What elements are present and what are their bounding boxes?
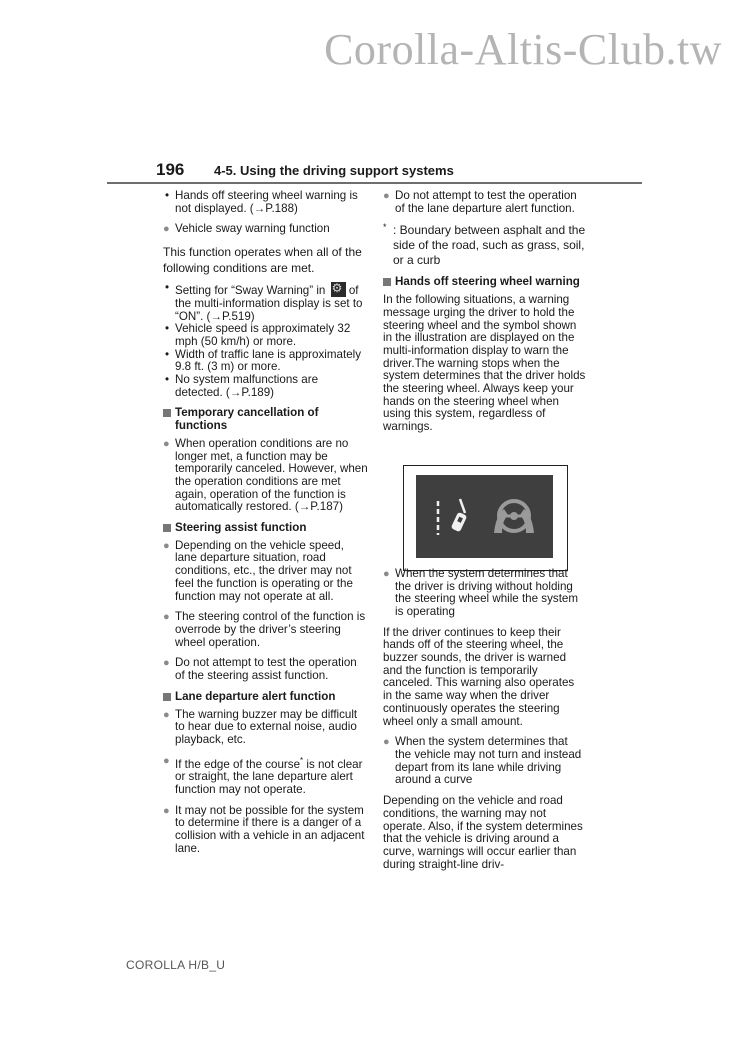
steer-bullet-3: ● Do not attempt to test the operation of the steering assist function. [163,657,368,682]
steer-bullet-1: ● Depending on the vehicle speed, lane departure situation, road conditions, etc., the driver may not feel the function is operating or the function may not operate at all. [163,540,368,604]
test-bullet: ● Do not attempt to test the operation of the lane departure alert function. [383,190,586,215]
lane-departure-icon [438,499,467,535]
curve-bullet: ● When the system determines that the vehicle may not turn and instead depart from its lane while driving around a curve [383,736,586,787]
lane-bullet-1: ● The warning buzzer may be difficult to hear due to external noise, audio playback, etc. [163,709,368,747]
gear-icon [331,282,346,297]
display-icons [416,475,553,558]
conditions-list [163,282,368,399]
list-item: • Vehicle speed is approximately 32 mph (50 km/h) or more. [163,323,368,348]
lane-bullet-3: ● It may not be possible for the system to determine if there is a danger of a collision with a vehicle in an adjacent lane. [163,805,368,856]
footnote-asterisk: * [383,222,387,233]
condition-1-end: of the multi-information display is set to “ON”. (→P.519) [175,284,363,323]
lane-bullet-2 [163,755,368,797]
footer-model: COROLLA H/B_U [126,958,226,972]
heading-temporary-cancellation: Temporary cancellation of functions [163,407,368,432]
list-item: • Width of traffic lane is approximately 9.8 ft. (3 m) or more. [163,349,368,374]
condition-1-start: Setting for “Sway Warning” in [175,284,326,298]
list-item [163,282,368,323]
section-title: 4-5. Using the driving support systems [214,163,454,178]
continue-paragraph: If the driver continues to keep their hands off of the steering wheel, the buzzer sounds, the driver is warned and the function is temporarily canceled. This warning also operates in the same way when the driver continuously operates the steering wheel only a small amount. [383,625,575,728]
page-number: 196 [156,160,185,179]
footnote [383,223,586,268]
hands-on-wheel-icon [494,501,534,533]
sway-bullet: ● Vehicle sway warning function [163,223,368,236]
heading-lane-departure: Lane departure alert function [163,691,368,704]
sway-intro: This function operates when all of the following conditions are met. [163,245,362,276]
list-item: • Hands off steering wheel warning is not displayed. (→P.188) [163,190,368,215]
heading-steering-assist: Steering assist function [163,522,368,535]
lane-bullet-2-end: is not clear or straight, the lane departure alert function may not operate. [175,757,363,796]
top-list [163,190,368,215]
left-column [163,190,368,863]
display-screen [416,475,553,558]
list-item: • No system malfunctions are detected. (→P.189) [163,374,368,399]
hands-paragraph: In the following situations, a warning message urging the driver to hold the steering wheel and the symbol shown in the illustration are displayed on the multi-information display to warn the driver.The warning stops when the system determines that the driver holds the steering wheel. Always keep your hands on the steering wheel when using this system, regardless of warnings. [383,293,586,434]
illustration-frame [403,465,568,571]
depend-paragraph: Depending on the vehicle and road conditions, the warning may not operate. Also, if the system determines that the vehicle is driving around a curve, warnings will occur earlier than during straight-line driv- [383,794,583,871]
footnote-text: : Boundary between asphalt and the side of the road, such as grass, soil, or a curb [393,223,586,268]
steer-bullet-2: ● The steering control of the function is overrode by the driver’s steering wheel operation. [163,611,368,649]
nohold-bullet: ● When the system determines that the driver is driving without holding the steering wheel while the system is operating [383,568,586,619]
temp-bullet: ● When operation conditions are no longer met, a function may be temporarily canceled. However, when the operation conditions are met again, operation of the function is automatically restored. (→P.187) [163,438,368,514]
header-rule [107,182,642,184]
lane-bullet-2-start: If the edge of the course [175,757,301,771]
watermark: Corolla-Altis-Club.tw [324,25,722,74]
footnote-marker: * [300,755,304,765]
heading-hands-off: Hands off steering wheel warning [383,276,586,289]
